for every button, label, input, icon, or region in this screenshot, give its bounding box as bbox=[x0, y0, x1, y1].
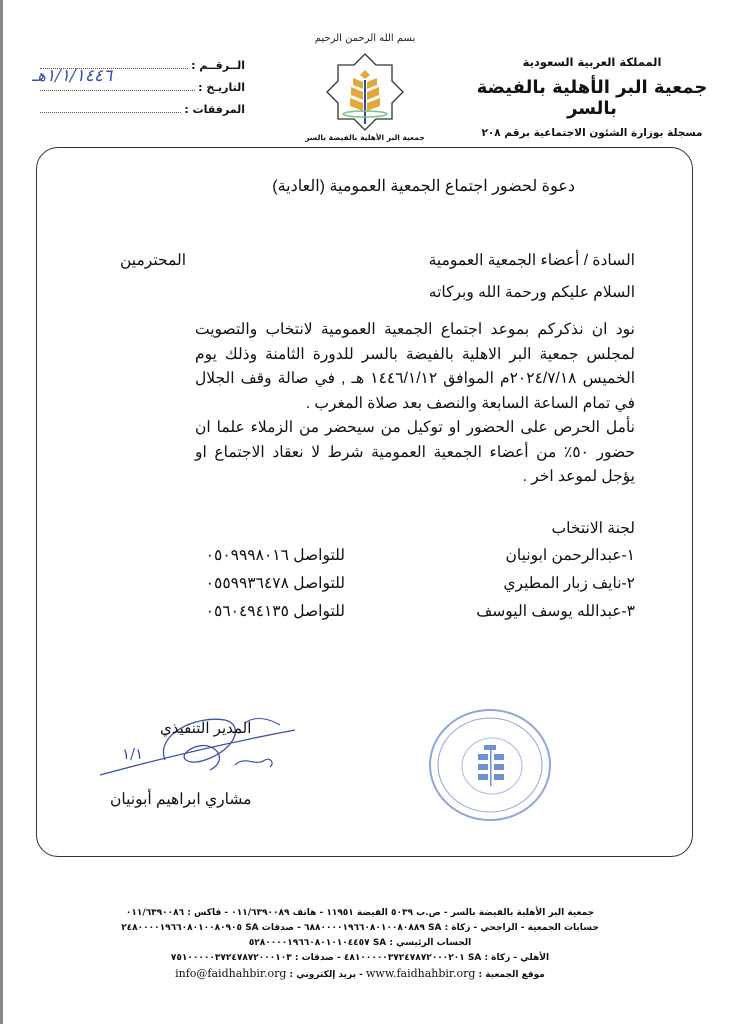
footer-web: موقع الجمعية : www.faidhahbir.org - بريد إلكتروني : info@faidhahbir.org bbox=[175, 967, 545, 980]
respected-text: المحترمين bbox=[120, 252, 187, 269]
committee-title: لجنة الانتخاب bbox=[551, 520, 635, 537]
body-paragraph-2: نأمل الحرص على الحضور او توكيل من سيحضر من الزملاء علما ان حضور ٥٠٪ من أعضاء الجمعية العمومية شرط لا نعقاد الاجتماع او يؤجل لموعد اخر . bbox=[195, 419, 635, 485]
official-stamp-icon bbox=[420, 700, 560, 830]
member-name: ١-عبدالرحمن ابونيان bbox=[505, 547, 635, 564]
member-contact: للتواصل ٠٥٥٩٩٣٦٤٧٨ bbox=[205, 575, 345, 592]
signatory-title: المدير التنفيذي bbox=[160, 720, 252, 737]
scan-edge bbox=[0, 0, 3, 1024]
email-link[interactable]: info@faidhahbir.org bbox=[175, 967, 287, 980]
letterhead-org bbox=[467, 55, 717, 139]
number-label: الــرقــم : bbox=[191, 59, 245, 72]
website-link[interactable]: www.faidhahbir.org bbox=[366, 967, 476, 980]
member-contact: للتواصل ٠٥٠٩٩٩٨٠١٦ bbox=[205, 547, 345, 564]
footer-accounts-ahli: الأهلي - زكاة : SA ٤٨١٠٠٠٠٠٣٧٢٤٧٨٧٢٠٠٠٢٠١ - صدقات : ٧٥١٠٠٠٠٠٣٧٢٤٧٨٧٢٠٠٠١٠٣ bbox=[170, 953, 550, 963]
member-name: ٣-عبدالله يوسف اليوسف bbox=[476, 603, 635, 620]
letterhead-logo bbox=[300, 28, 430, 142]
logo-caption: جمعية البر الأهلية بالفيضة بالسر bbox=[305, 133, 425, 142]
org-name: جمعية البر الأهلية بالفيضة بالسر bbox=[476, 77, 708, 119]
committee-member bbox=[155, 574, 635, 596]
member-phone: ٠٥٠٩٩٩٨٠١٦ bbox=[205, 547, 289, 564]
addressee: السادة / أعضاء الجمعية العمومية bbox=[428, 252, 635, 269]
attachments-field bbox=[40, 102, 245, 124]
letter-footer bbox=[100, 906, 620, 983]
signatory-name: مشاري ابراهيم أبونيان bbox=[110, 791, 252, 808]
member-name: ٢-نايف زبار المطيري bbox=[503, 575, 635, 592]
attachments-label: المرفقات : bbox=[184, 103, 245, 116]
date-label: التاريـخ : bbox=[198, 81, 245, 94]
member-contact: للتواصل ٠٥٦٠٤٩٤١٣٥ bbox=[205, 603, 345, 620]
reference-fields bbox=[32, 58, 245, 124]
registration-text: مسجلة بوزارة الشئون الاجتماعية برقم ٢٠٨ bbox=[481, 127, 703, 139]
member-phone: ٠٥٥٩٩٣٦٤٧٨ bbox=[205, 575, 289, 592]
committee-member bbox=[155, 546, 635, 568]
date-handwritten-value: ١/١/١٤٤٦هـ bbox=[32, 66, 113, 86]
letter-title: دعوة لحضور اجتماع الجمعية العمومية (العادية) bbox=[272, 178, 575, 195]
body-paragraph-1: نود ان نذكركم بموعد اجتماع الجمعية العمومية لانتخاب والتصويت لمجلس جمعية البر الاهلية بالفيضة بالسر للدورة الثامنة وذلك يوم الخميس ٢٠٢٤/٧/١٨م الموافق ١٤٤٦/١/١٢ هـ , في صالة وقف الجلال في تمام الساعة السابعة والنصف بعد صلاة المغرب . bbox=[195, 321, 636, 412]
greeting: السلام عليكم ورحمة الله وبركاته bbox=[428, 284, 635, 301]
wheat-star-logo-icon bbox=[325, 52, 405, 132]
signature-date: ١/١ bbox=[122, 745, 144, 763]
member-phone: ٠٥٦٠٤٩٤١٣٥ bbox=[205, 603, 289, 620]
footer-main-account: الحساب الرئيسي : SA ٥٢٨٠٠٠٠١٩٦٦٠٨٠١٠١٠٤٤٥٧ bbox=[248, 938, 472, 948]
attachments-value bbox=[40, 102, 181, 113]
footer-accounts-rajhi: حسابات الجمعية - الراجحي - زكاة : SA ٦٨٨٠٠٠٠١٩٦٦٠٨٠١٠٠٨٠٨٨٩ - صدقات SA ٢٤٨٠٠٠٠١٩٦٦٠٨٠١٠٠٨٠٩٠٥ bbox=[121, 923, 599, 933]
kingdom-name: المملكة العربية السعودية bbox=[522, 55, 662, 69]
footer-address: جمعية البر الأهلية بالفيضة بالسر - ص.ب ٥٠٣٩ الفيضة ١١٩٥١ - هاتف ٠١١/٦٣٩٠٠٨٩ - فاكس : ٠١١/٦٣٩٠٠٨٦ bbox=[125, 908, 595, 918]
committee-member bbox=[155, 602, 635, 624]
basmala: بسم الله الرحمن الرحيم bbox=[314, 33, 416, 44]
date-field bbox=[32, 66, 245, 102]
letter-body bbox=[195, 318, 635, 490]
